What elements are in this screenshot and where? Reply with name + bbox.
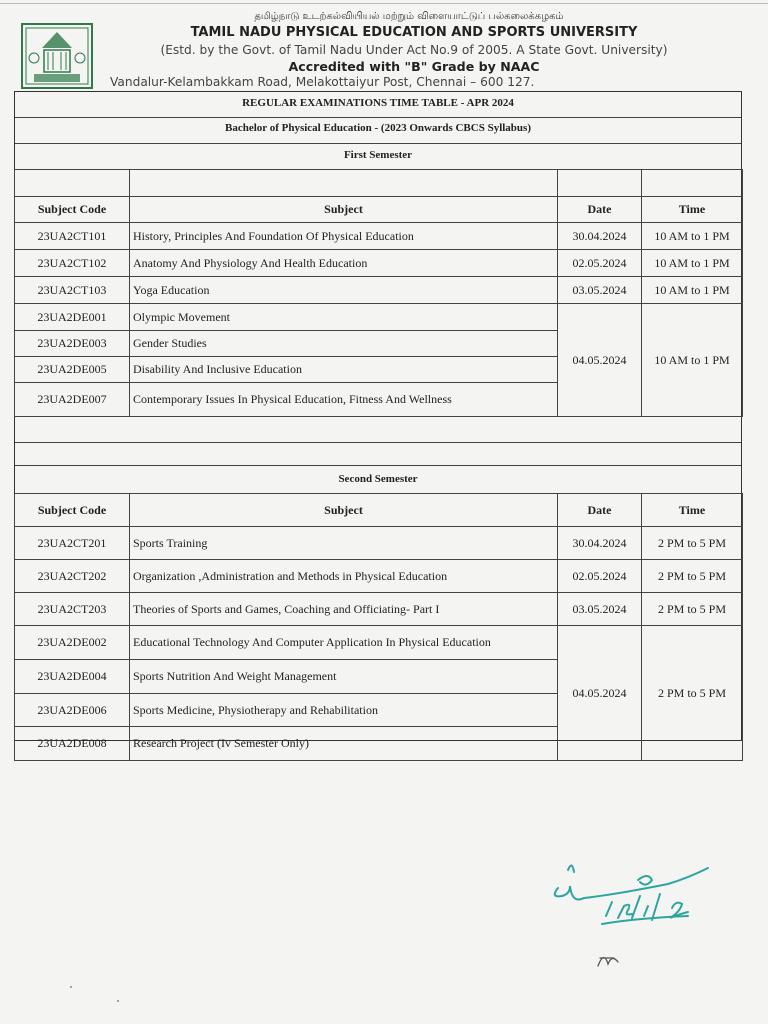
blank-header-row <box>15 170 743 197</box>
column-header-code: Subject Code <box>15 197 130 223</box>
accreditation-note: Accredited with "B" Grade by NAAC <box>288 59 540 74</box>
subject-name: Disability And Inclusive Education <box>130 357 558 383</box>
document-header <box>0 8 768 92</box>
exam-time: 2 PM to 5 PM <box>642 527 743 560</box>
column-header-row <box>15 494 743 527</box>
blank-cell <box>130 170 558 197</box>
scan-speck <box>117 1000 119 1002</box>
exam-title: REGULAR EXAMINATIONS TIME TABLE - APR 2024 <box>242 97 514 109</box>
blank-cell <box>642 170 743 197</box>
exam-time: 10 AM to 1 PM <box>642 277 743 304</box>
subject-code: 23UA2CT101 <box>15 223 130 250</box>
university-name-tamil: தமிழ்நாடு உடற்கல்வியியல் மற்றும் விளையாட்டுப் பல்கலைக்கழகம் <box>254 11 564 22</box>
table-row <box>15 626 743 660</box>
second-semester-table <box>14 493 743 761</box>
subject-name: Contemporary Issues In Physical Education, Fitness And Wellness <box>130 383 558 417</box>
subject-code: 23UA2CT102 <box>15 250 130 277</box>
subject-name: Yoga Education <box>130 277 558 304</box>
column-header-time: Time <box>642 197 743 223</box>
first-semester-row <box>15 144 741 170</box>
elective-exam-time: 10 AM to 1 PM <box>642 304 743 417</box>
subject-code: 23UA2DE001 <box>15 304 130 331</box>
university-address: Vandalur-Kelambakkam Road, Melakottaiyur Post, Chennai – 600 127. <box>110 75 535 89</box>
subject-name: History, Principles And Foundation Of Physical Education <box>130 223 558 250</box>
subject-code: 23UA2DE003 <box>15 331 130 357</box>
exam-date: 02.05.2024 <box>558 560 642 593</box>
subject-code: 23UA2CT202 <box>15 560 130 593</box>
exam-date: 03.05.2024 <box>558 277 642 304</box>
handwritten-signature-icon <box>548 858 718 978</box>
subject-name: Research Project (Iv Semester Only) <box>130 727 558 761</box>
second-semester-title: Second Semester <box>338 473 418 485</box>
exam-date: 02.05.2024 <box>558 250 642 277</box>
elective-exam-date: 04.05.2024 <box>558 626 642 761</box>
column-header-row <box>15 197 743 223</box>
table-row <box>15 250 743 277</box>
table-row <box>15 560 743 593</box>
column-header-date: Date <box>558 494 642 527</box>
exam-date: 03.05.2024 <box>558 593 642 626</box>
subject-name: Organization ,Administration and Methods in Physical Education <box>130 560 558 593</box>
column-header-time: Time <box>642 494 743 527</box>
subject-code: 23UA2DE002 <box>15 626 130 660</box>
subject-code: 23UA2DE004 <box>15 660 130 694</box>
programme-title: Bachelor of Physical Education - (2023 Onwards CBCS Syllabus) <box>224 122 531 134</box>
spacer-row <box>15 442 741 466</box>
first-semester-table <box>14 169 743 417</box>
university-name: TAMIL NADU PHYSICAL EDUCATION AND SPORTS UNIVERSITY <box>190 25 638 40</box>
programme-row <box>15 118 741 144</box>
subject-name: Sports Nutrition And Weight Management <box>130 660 558 694</box>
column-header-subject: Subject <box>130 494 558 527</box>
subject-name: Educational Technology And Computer Application In Physical Education <box>130 626 558 660</box>
subject-name: Olympic Movement <box>130 304 558 331</box>
exam-title-row <box>15 92 741 118</box>
top-rule <box>0 3 768 4</box>
exam-date: 30.04.2024 <box>558 527 642 560</box>
subject-code: 23UA2CT103 <box>15 277 130 304</box>
table-row <box>15 223 743 250</box>
column-header-code: Subject Code <box>15 494 130 527</box>
exam-time: 2 PM to 5 PM <box>642 593 743 626</box>
table-row <box>15 527 743 560</box>
subject-code: 23UA2DE007 <box>15 383 130 417</box>
subject-code: 23UA2DE005 <box>15 357 130 383</box>
subject-code: 23UA2DE008 <box>15 727 130 761</box>
establishment-note: (Estd. by the Govt. of Tamil Nadu Under Act No.9 of 2005. A State Govt. University) <box>160 43 668 57</box>
second-semester-row <box>15 466 741 494</box>
table-row <box>15 593 743 626</box>
timetable-frame <box>14 91 742 750</box>
blank-cell <box>558 170 642 197</box>
scan-speck <box>70 986 72 988</box>
exam-time: 10 AM to 1 PM <box>642 250 743 277</box>
subject-name: Sports Medicine, Physiotherapy and Rehabilitation <box>130 694 558 727</box>
exam-date: 30.04.2024 <box>558 223 642 250</box>
subject-name: Anatomy And Physiology And Health Education <box>130 250 558 277</box>
subject-code: 23UA2CT201 <box>15 527 130 560</box>
subject-code: 23UA2DE006 <box>15 694 130 727</box>
exam-time: 10 AM to 1 PM <box>642 223 743 250</box>
subject-name: Theories of Sports and Games, Coaching and Officiating- Part I <box>130 593 558 626</box>
subject-code: 23UA2CT203 <box>15 593 130 626</box>
blank-cell <box>15 170 130 197</box>
exam-time: 2 PM to 5 PM <box>642 560 743 593</box>
subject-name: Gender Studies <box>130 331 558 357</box>
first-semester-title: First Semester <box>343 149 413 161</box>
subject-name: Sports Training <box>130 527 558 560</box>
column-header-subject: Subject <box>130 197 558 223</box>
column-header-date: Date <box>558 197 642 223</box>
elective-exam-date: 04.05.2024 <box>558 304 642 417</box>
elective-exam-time: 2 PM to 5 PM <box>642 626 743 761</box>
table-row <box>15 277 743 304</box>
table-row <box>15 304 743 331</box>
